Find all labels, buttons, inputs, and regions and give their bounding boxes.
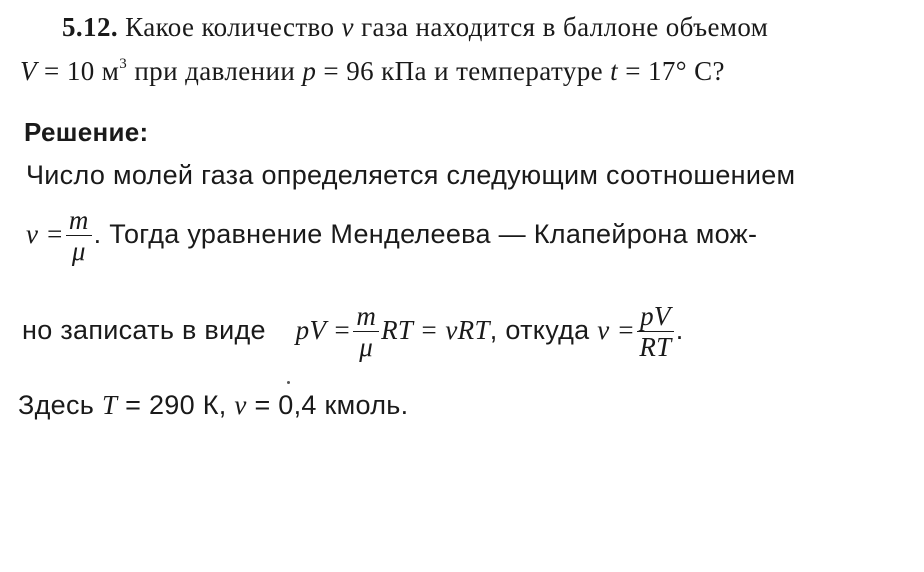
- solution-heading: Решение:: [24, 117, 149, 147]
- nu-symbol: ν: [341, 12, 354, 42]
- solution-line-3: но записать в виде pV = $\frac{m}{\mu}$ RT = νRT, откуда ν = $\frac{pV}{RT}$ .: [22, 301, 684, 363]
- problem-number: 5.12.: [62, 12, 118, 42]
- solution-line-4: Здесь T = 290 К, ν = 0,4 кмоль.: [18, 390, 409, 420]
- solution-line-2: ν = $\frac{m}{\mu}$ . Тогда уравнение Менделеева — Клапейрона мож-: [26, 205, 758, 267]
- problem-line-2: V = 10 $м^3$ при давлении p = 96 кПа и температуре t = 17° С?: [20, 56, 725, 86]
- solution-line-1: Число молей газа определяется следующим соотношением: [26, 160, 796, 190]
- fraction-m-over-mu: $\frac{m}{\mu}$: [66, 206, 92, 266]
- fraction-m-over-mu-2: $\frac{m}{\mu}$: [353, 302, 379, 362]
- problem-line-1: 5.12. Какое количество ν газа находится в баллоне объемом: [62, 12, 769, 42]
- fraction-pV-over-RT: $\frac{pV}{RT}$: [637, 302, 674, 362]
- speck: [287, 381, 290, 384]
